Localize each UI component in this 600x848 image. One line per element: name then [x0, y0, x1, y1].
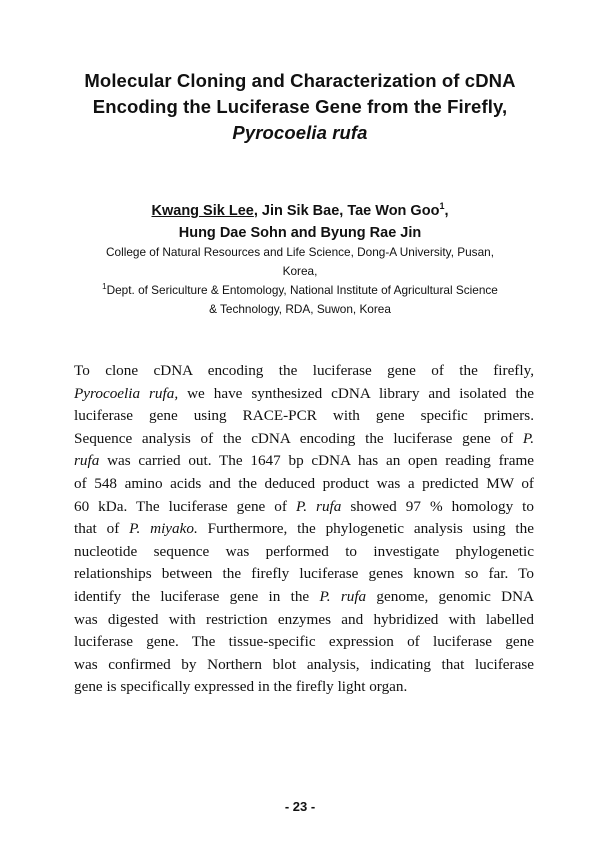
author-list [40, 200, 560, 244]
title-line-1: Molecular Cloning and Characterization of cDNA [84, 70, 516, 91]
affiliation-line-1: College of Natural Resources and Life Science, Dong-A University, Pusan, [106, 245, 494, 259]
abstract-text: identify the luciferase gene in the [74, 587, 320, 605]
abstract-line: was confirmed by Northern blot analysis, indicating that luciferase [74, 655, 534, 673]
abstract-line: was digested with restriction enzymes and hybridized with labelled [74, 610, 534, 628]
abstract-line [74, 586, 534, 609]
species-name: rufa [74, 452, 100, 470]
abstract-text: 60 kDa. The luciferase gene of [74, 497, 296, 515]
affiliation-line-4: & Technology, RDA, Suwon, Korea [209, 302, 391, 316]
author-line-1 [40, 200, 560, 222]
abstract-line [74, 428, 534, 451]
affiliation-line-3-text: Dept. of Sericulture & Entomology, National Institute of Agricultural Science [106, 283, 498, 297]
abstract-body [74, 360, 534, 699]
species-name: P. rufa [319, 587, 367, 605]
author-line-2: Hung Dae Sohn and Byung Rae Jin [178, 225, 422, 241]
title-line-2: Encoding the Luciferase Gene from the Firefly, [92, 96, 508, 117]
species-name: P. [522, 429, 534, 447]
abstract-line: gene is specifically expressed in the firefly light organ. [74, 678, 408, 696]
abstract-text: we have synthesized cDNA library and isolated the [178, 384, 534, 402]
affiliation-line-2: Korea, [282, 264, 318, 278]
affiliation-marker: 1 [439, 201, 445, 211]
abstract-text: that of [74, 520, 130, 538]
abstract-line: luciferase gene using RACE-PCR with gene specific primers. [74, 407, 534, 425]
abstract-line: relationships between the firefly luciferase genes known so far. To [74, 565, 534, 583]
affiliations [40, 243, 560, 319]
affiliation-line-3 [40, 281, 560, 300]
abstract-text: was carried out. The 1647 bp cDNA has an open reading frame [99, 452, 534, 470]
abstract-line [74, 450, 534, 473]
abstract-text: Sequence analysis of the cDNA encoding the luciferase gene of [74, 429, 523, 447]
abstract-text: showed 97 % homology to [341, 497, 534, 515]
species-name: P. rufa [295, 497, 342, 515]
abstract-line [74, 383, 534, 406]
abstract-line: To clone cDNA encoding the luciferase gene of the firefly, [74, 362, 534, 379]
species-name: P. miyako. [129, 520, 198, 538]
affiliation-marker: 1 [102, 282, 107, 291]
abstract-line: nucleotide sequence was performed to investigate phylogenetic [74, 542, 534, 560]
abstract-line [74, 496, 534, 519]
page-number: - 23 - [284, 799, 316, 814]
abstract-line [74, 518, 534, 541]
abstract-line: luciferase gene. The tissue-specific expression of luciferase gene [74, 633, 534, 651]
abstract-text: genome, genomic DNA [366, 587, 535, 605]
title-line-3: Pyrocoelia rufa [232, 122, 368, 143]
species-name: Pyrocoelia rufa, [74, 384, 179, 402]
abstract-line: of 548 amino acids and the deduced product was a predicted MW of [74, 474, 534, 492]
corresponding-author: Kwang Sik Lee [151, 203, 254, 219]
author-names-1: , Jin Sik Bae, Tae Won Goo [253, 203, 440, 219]
author-separator: , [444, 203, 449, 219]
abstract-text: Furthermore, the phylogenetic analysis using the [197, 520, 534, 538]
paper-title [40, 68, 560, 146]
